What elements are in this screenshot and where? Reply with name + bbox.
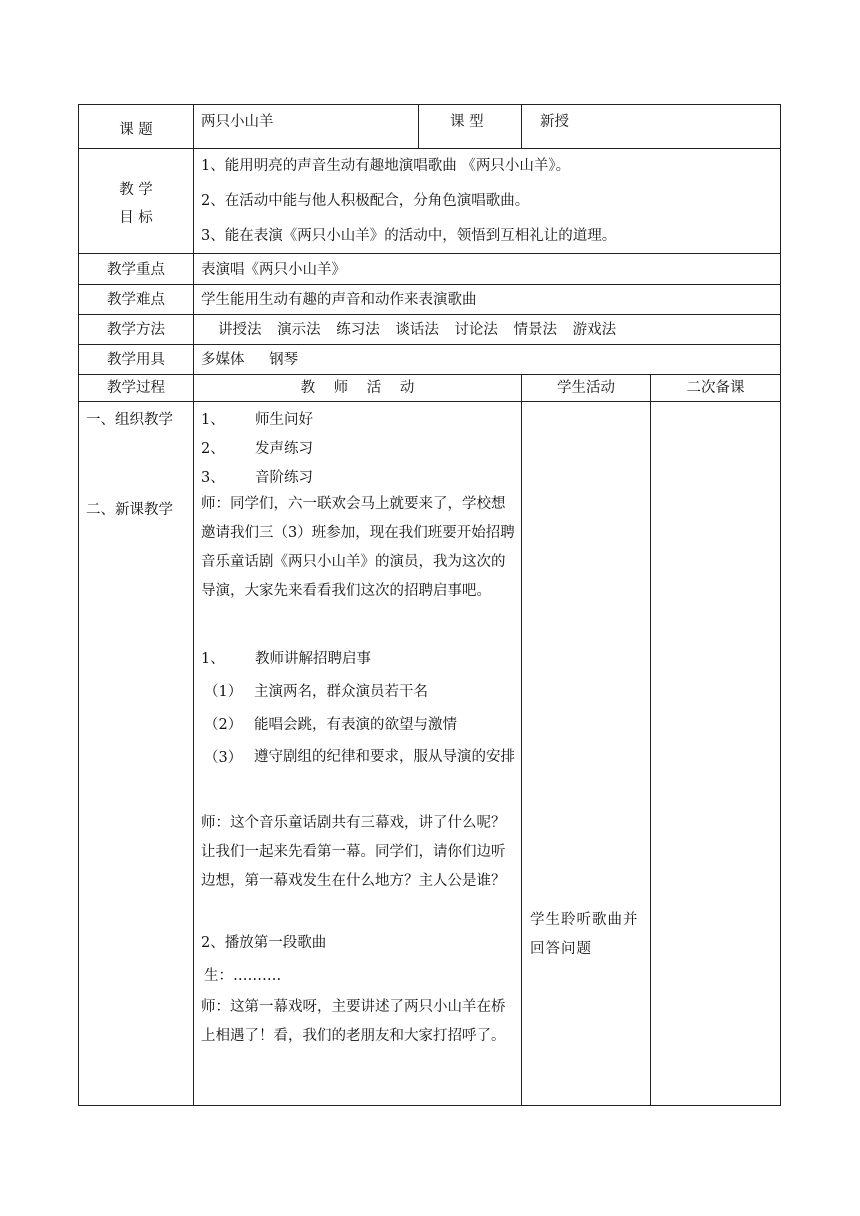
step-number: 3、 — [201, 470, 225, 486]
play-song-step: 2、播放第一段歌曲 — [201, 935, 327, 951]
key-point-value: 表演唱《两只小山羊》 — [201, 262, 346, 278]
row-divider — [78, 374, 781, 375]
goal-item-3: 3、能在表演《两只小山羊》的活动中，领悟到互相礼让的道理。 — [201, 228, 617, 244]
teacher-step-1 — [201, 410, 313, 430]
lesson-type-value: 新授 — [540, 114, 569, 130]
label-column-divider — [193, 104, 194, 1106]
rule-item-3-text: 遵守剧组的纪律和要求，服从导演的安排 — [254, 749, 515, 765]
goals-label-line2: 目 标 — [119, 210, 153, 226]
goal-item-2: 2、在活动中能与他人积极配合，分角色演唱歌曲。 — [201, 193, 530, 209]
row-divider — [78, 253, 781, 254]
rule-text: 能唱会跳，有表演的欲望与激情 — [254, 717, 457, 733]
row-divider — [78, 314, 781, 315]
rule-item-3-number: （3） — [204, 750, 243, 766]
rule-item-1 — [204, 682, 428, 702]
step-text: 音阶练习 — [255, 470, 313, 486]
teacher-intro-paragraph: 师：同学们，六一联欢会马上就要来了，学校想邀请我们三（3）班参加，现在我们班要开始招聘音乐童话剧《两只小山羊》的演员，我为这次的导演，大家先来看看我们这次的招聘启事吧。 — [201, 496, 515, 599]
difficulty-label: 教学难点 — [107, 292, 165, 308]
teacher-step-3 — [201, 468, 313, 488]
step-text: 教师讲解招聘启事 — [255, 651, 371, 667]
difficulty-value: 学生能用生动有趣的声音和动作来表演歌曲 — [201, 292, 477, 308]
header-divider-2 — [521, 104, 522, 149]
row-divider — [78, 284, 781, 285]
tools-label: 教学用具 — [107, 352, 165, 368]
student-notes-divider — [650, 374, 651, 1106]
student-activity-text: 学生聆听歌曲并回答问题 — [530, 912, 639, 957]
step-text: 发声练习 — [255, 441, 313, 457]
step-number: 1、 — [201, 412, 225, 428]
rule-number: （2） — [204, 717, 243, 733]
teacher-closing-paragraph: 师：这第一幕戏呀，主要讲述了两只小山羊在桥上相遇了！看，我们的老朋友和大家打招呼了。 — [201, 999, 506, 1044]
step-number: 1、 — [201, 651, 225, 667]
row-divider — [78, 148, 781, 149]
methods-value: 讲授法 演示法 练习法 谈话法 讨论法 情景法 游戏法 — [218, 322, 617, 338]
step-text: 师生问好 — [255, 412, 313, 428]
goals-label-line1: 教 学 — [119, 182, 153, 198]
stage-organize: 一、组织教学 — [86, 412, 173, 428]
row-divider — [78, 401, 781, 402]
table-border-top — [78, 104, 781, 105]
methods-label: 教学方法 — [107, 322, 165, 338]
teacher-story-paragraph: 师：这个音乐童话剧共有三幕戏，讲了什么呢？让我们一起来先看第一幕。同学们，请你们边听边想，第一幕戏发生在什么地方？主人公是谁？ — [201, 815, 506, 889]
row-divider — [78, 344, 781, 345]
student-reply: 生：………. — [204, 968, 282, 984]
process-col-student: 学生活动 — [557, 380, 615, 396]
rule-text: 主演两名，群众演员若干名 — [254, 684, 428, 700]
process-col-teacher: 教 师 活 动 — [300, 380, 415, 396]
teacher-student-divider — [521, 374, 522, 1106]
table-border-bottom — [78, 1105, 781, 1106]
process-col-notes: 二次备课 — [686, 380, 745, 396]
tools-value: 多媒体 钢琴 — [201, 352, 299, 368]
teacher-step-2 — [201, 439, 313, 459]
key-point-label: 教学重点 — [107, 262, 165, 278]
header-divider-1 — [418, 104, 419, 149]
lesson-title-value: 两只小山羊 — [201, 114, 274, 130]
lesson-type-label: 课 型 — [450, 114, 484, 130]
goal-item-1: 1、能用明亮的声音生动有趣地演唱歌曲 《两只小山羊》。 — [201, 158, 571, 174]
step-number: 2、 — [201, 441, 225, 457]
table-border-right — [780, 104, 781, 1106]
table-border-left — [78, 104, 79, 1106]
stage-new-lesson: 二、新课教学 — [86, 502, 173, 518]
process-col-stage: 教学过程 — [107, 380, 165, 396]
explain-notice-step — [201, 649, 371, 669]
rule-number: （1） — [204, 684, 243, 700]
lesson-title-label: 课 题 — [119, 122, 153, 138]
rule-item-2 — [204, 715, 457, 735]
